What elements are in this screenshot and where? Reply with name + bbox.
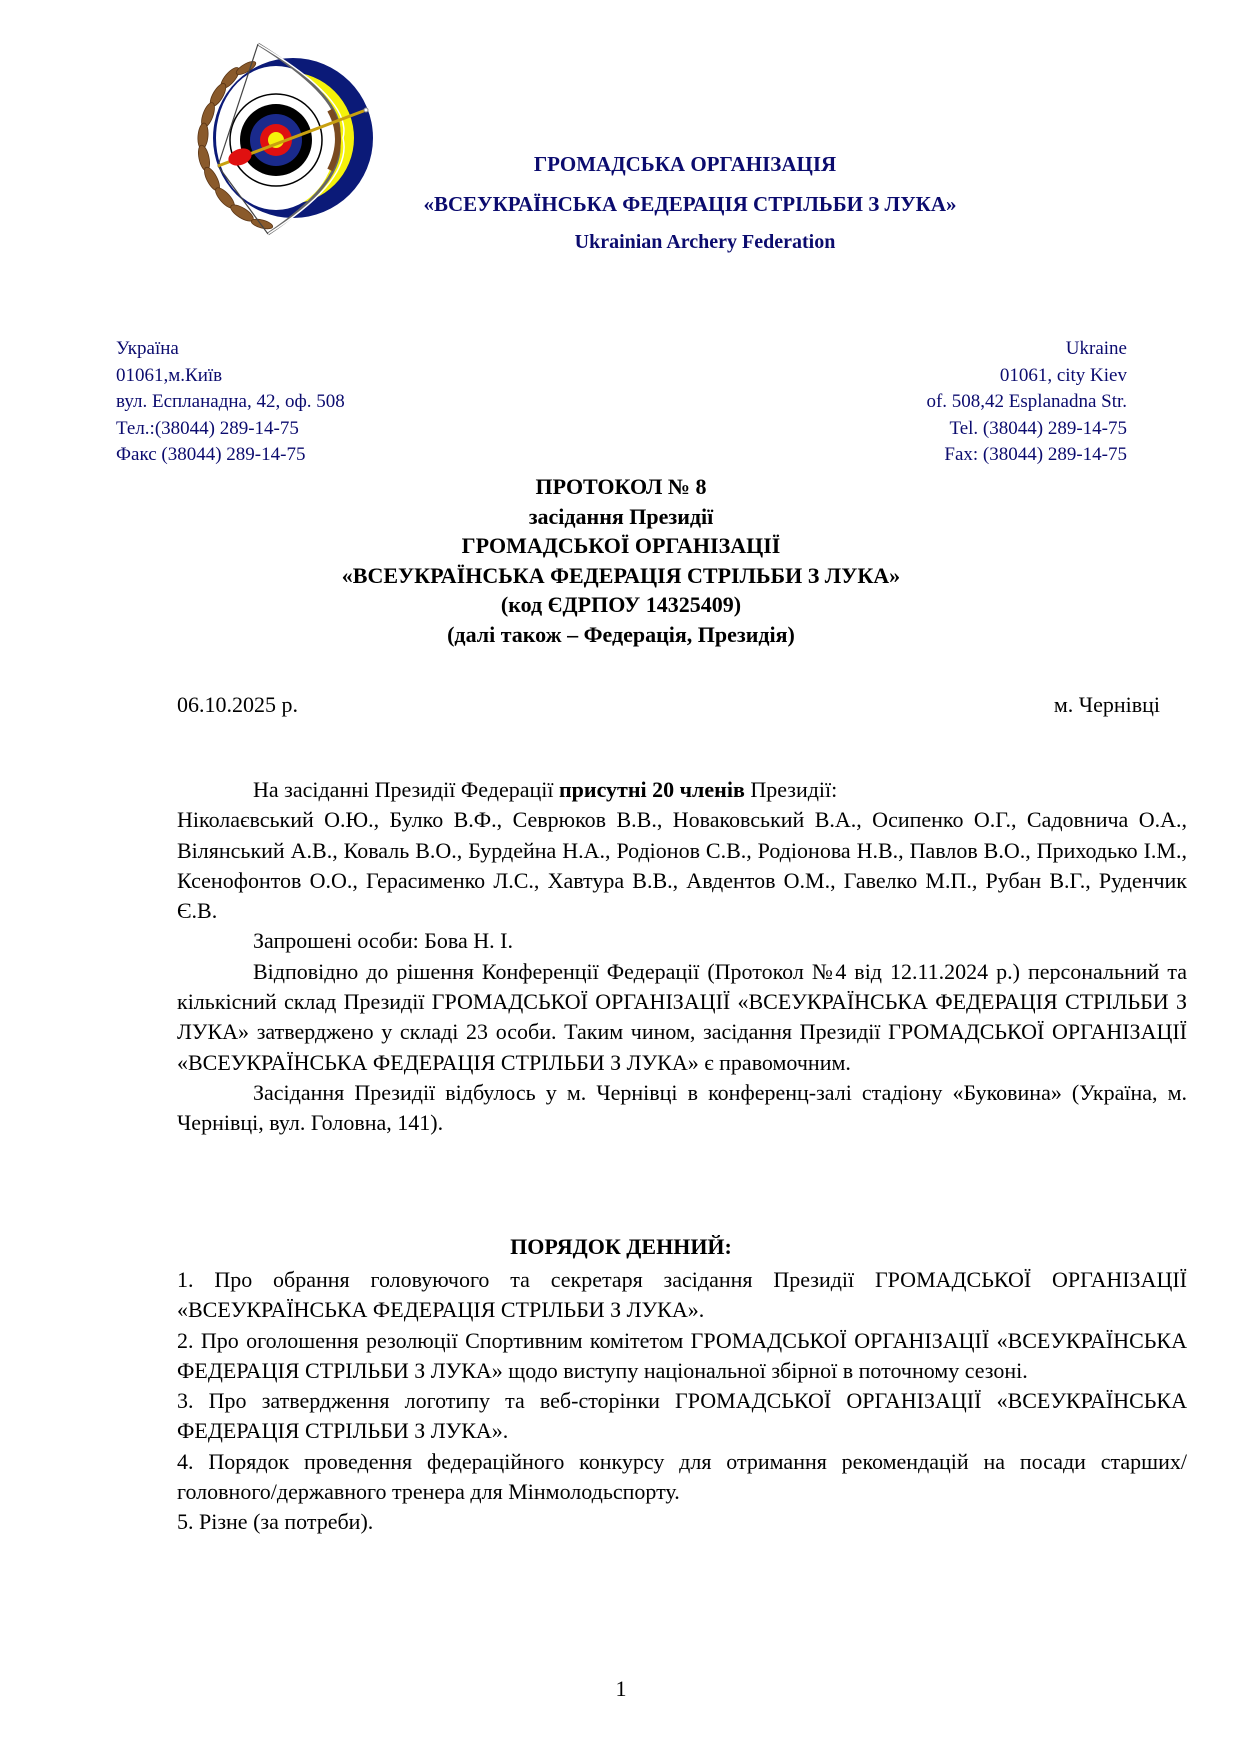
- protocol-edrpou-code: (код ЄДРПОУ 14325409): [500, 592, 742, 617]
- protocol-abbreviation-note: (далі також – Федерація, Президія): [447, 621, 795, 647]
- members-list: Ніколаєвський О.Ю., Булко В.Ф., Севрюков В.В., Новаковський В.А., Осипенко О.Г., Садовнича О.А., Вілянський А.В., Коваль В.О., Бурдейна Н.А., Родіонов С.В., Родіонова Н.В., Павлов В.О., Приходько І.М., Ксенофонтов О.О., Герасименко Л.С., Хавтура В.В., Авдентов О.М., Гавелко М.П., Рубан В.Г., Руденчик Є.В.: [177, 807, 1187, 924]
- address-phone: Тел.:(38044) 289-14-75: [116, 417, 299, 439]
- org-english-name: Ukrainian Archery Federation: [574, 231, 836, 253]
- address-fax: Fax: (38044) 289-14-75: [944, 444, 1127, 465]
- address-street: вул. Еспланадна, 42, оф. 508: [116, 391, 345, 412]
- agenda-item: 3. Про затвердження логотипу та веб-сторінки ГРОМАДСЬКОЇ ОРГАНІЗАЦІЇ «ВСЕУКРАЇНСЬКА ФЕДЕРАЦІЯ СТРІЛЬБИ З ЛУКА».: [177, 1388, 1187, 1444]
- protocol-subtitle: засідання Президії: [528, 503, 714, 529]
- agenda-item: 1. Про обрання головуючого та секретаря засідання Президії ГРОМАДСЬКОЇ ОРГАНІЗАЦІЇ «ВСЕУКРАЇНСЬКА ФЕДЕРАЦІЯ СТРІЛЬБИ З ЛУКА».: [177, 1267, 1187, 1323]
- agenda-item: 5. Різне (за потреби).: [177, 1509, 374, 1535]
- attendance-count: присутні 20 членів: [558, 777, 745, 802]
- address-english: [926, 336, 1127, 469]
- org-full-name: «ВСЕУКРАЇНСЬКА ФЕДЕРАЦІЯ СТРІЛЬБИ З ЛУКА»: [423, 192, 957, 216]
- attendance-text-end: Президії:: [744, 777, 838, 802]
- address-city: 01061,м.Київ: [116, 364, 223, 386]
- archery-federation-logo-icon: [188, 40, 374, 236]
- agenda-item: 2. Про оголошення резолюції Спортивним комітетом ГРОМАДСЬКОЇ ОРГАНІЗАЦІЇ «ВСЕУКРАЇНСЬКА ФЕДЕРАЦІЯ СТРІЛЬБИ З ЛУКА» щодо виступу національної збірної в поточному сезоні.: [177, 1327, 1187, 1383]
- org-name-line: ГРОМАДСЬКА ОРГАНІЗАЦІЯ: [533, 152, 837, 176]
- attendance-paragraph: [177, 775, 1187, 805]
- agenda-title: ПОРЯДОК ДЕННИЙ:: [510, 1234, 732, 1259]
- venue-paragraph: Засідання Президії відбулось у м. Чернівці в конференц-залі стадіону «Буковина» (Україна, м. Чернівці, вул. Головна, 141).: [177, 1079, 1187, 1136]
- address-ukrainian: [116, 336, 345, 469]
- attendance-text: На засіданні Президії Федерації: [253, 777, 559, 802]
- agenda-item: 4. Порядок проведення федераційного конкурсу для отримання рекомендацій на посади старших/головного/державного тренера для Мінмолодьспорту.: [177, 1448, 1187, 1505]
- agenda-list: [177, 1265, 1187, 1538]
- protocol-org-line: ГРОМАДСЬКОЇ ОРГАНІЗАЦІЇ: [461, 533, 781, 558]
- protocol-body: [177, 775, 1187, 1139]
- protocol-number: ПРОТОКОЛ № 8: [535, 474, 707, 499]
- quorum-paragraph: Відповідно до рішення Конференції Федерації (Протокол №4 від 12.11.2024 р.) персональний та кількісний склад Президії ГРОМАДСЬКОЇ ОРГАНІЗАЦІЇ «ВСЕУКРАЇНСЬКА ФЕДЕРАЦІЯ СТРІЛЬБИ З ЛУКА» затверджено у складі 23 особи. Таким чином, засідання Президії ГРОМАДСЬКОЇ ОРГАНІЗАЦІЇ «ВСЕУКРАЇНСЬКА ФЕДЕРАЦІЯ СТРІЛЬБИ З ЛУКА» є правомочним.: [177, 958, 1187, 1075]
- address-city: 01061, city Kiev: [999, 364, 1127, 386]
- meeting-date: 06.10.2025 р.: [177, 692, 298, 717]
- address-phone: Tel. (38044) 289-14-75: [949, 417, 1127, 439]
- protocol-title-block: [0, 472, 1242, 649]
- meeting-city: м. Чернівці: [1053, 692, 1160, 717]
- invited-persons: Запрошені особи: Бова Н. І.: [253, 928, 513, 954]
- protocol-org-name: «ВСЕУКРАЇНСЬКА ФЕДЕРАЦІЯ СТРІЛЬБИ З ЛУКА»: [341, 562, 901, 588]
- address-country: Україна: [116, 338, 179, 359]
- address-country: Ukraine: [1065, 338, 1127, 359]
- address-fax: Факс (38044) 289-14-75: [116, 444, 306, 465]
- page-number: 1: [615, 1676, 627, 1701]
- address-street: of. 508,42 Esplanadna Str.: [926, 391, 1127, 412]
